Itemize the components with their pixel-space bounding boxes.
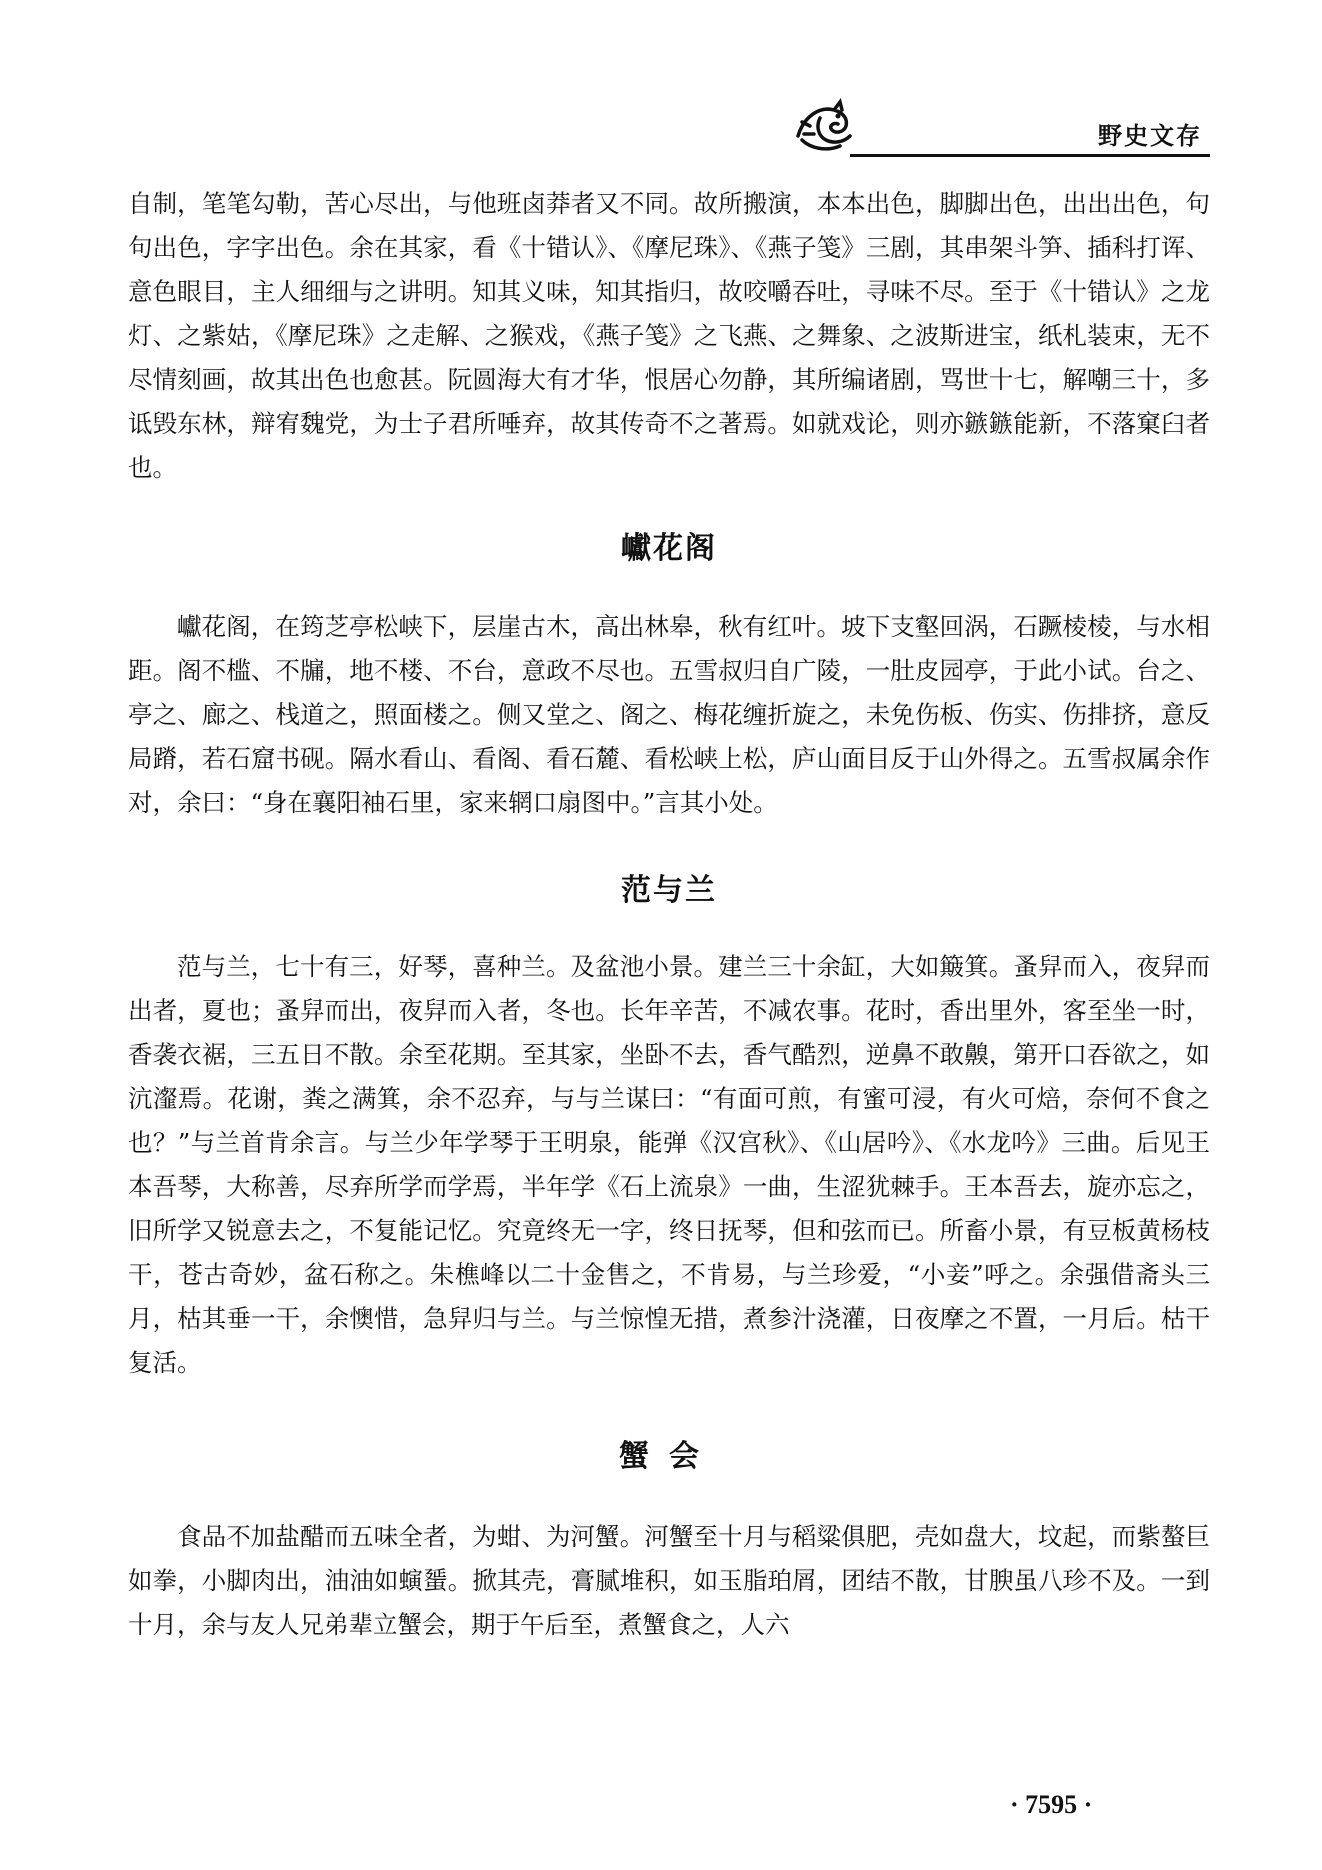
continued-paragraph: 自制，笔笔勾勒，苦心尽出，与他班卤莽者又不同。故所搬演，本本出色，脚脚出色，出出出色，句句出色，字字出色。余在其家，看《十错认》、《摩尼珠》、《燕子笺》三剧，其串架斗笋、插科打诨、意色眼目，主人细细与之讲明。知其义味，知其指归，故咬嚼吞吐，寻味不尽。至于《十错认》之龙灯、之紫姑，《摩尼珠》之走解、之猴戏，《燕子笺》之飞燕、之舞象、之波斯进宝，纸札装束，无不尽情刻画，故其出色也愈甚。阮圆海大有才华，恨居心勿静，其所编诸剧，骂世十七，解嘲三十，多诋毁东林，辩宥魏党，为士子君所唾弃，故其传奇不之著焉。如就戏论，则亦鏃鏃能新，不落窠臼者也。 (128, 189, 1210, 482)
series-title: 野史文存 (1098, 122, 1202, 150)
section-title: 巘花阁 (621, 531, 717, 566)
section-paragraph: 范与兰，七十有三，好琴，喜种兰。及盆池小景。建兰三十余缸，大如簸箕。蚤舁而入，夜舁而出者，夏也；蚤舁而出，夜舁而入者，冬也。长年辛苦，不减农事。花时，香出里外，客至坐一时，香袭衣裾，三五日不散。余至花期。至其家，坐卧不去，香气酷烈，逆鼻不敢齅，第开口吞欲之，如沆瀣焉。花谢，粪之满箕，余不忍弃，与与兰谋曰：“有面可煎，有蜜可浸，有火可焙，奈何不食之也？”与兰首肯余言。与兰少年学琴于王明泉，能弹《汉宫秋》、《山居吟》、《水龙吟》三曲。后见王本吾琴，大称善，尽弃所学而学焉，半年学《石上流泉》一曲，生涩犹棘手。王本吾去，旋亦忘之，旧所学又锐意去之，不复能记忆。究竟终无一字，终日抚琴，但和弦而已。所畜小景，有豆板黄杨枝干，苍古奇妙，盆石称之。朱樵峰以二十金售之，不肯易，与兰珍爱，“小妾”呼之。余强借斋头三月，枯其垂一干，余懊惜，急舁归与兰。与兰惊惶无措，煮参汁浇灌，日夜摩之不置，一月后。枯干复活。 (128, 952, 1210, 1377)
section-title: 蟹会 (619, 1439, 719, 1474)
section-paragraph: 巘花阁，在筠芝亭松峡下，层崖古木，高出林皋，秋有红叶。坡下支壑回涡，石蹶棱棱，与水相距。阁不槛、不牖，地不楼、不台，意政不尽也。五雪叔归自广陵，一肚皮园亭，于此小试。台之、亭之、廊之、栈道之，照面楼之。侧又堂之、阁之、梅花缠折旋之，未免伤板、伤实、伤排挤，意反局蹐，若石窟书砚。隔水看山、看阁、看石麓、看松峡上松，庐山面目反于山外得之。五雪叔属余作对，余曰：“身在襄阳袖石里，家来辋口扇图中。”言其小处。 (128, 612, 1210, 817)
page-body (128, 182, 1210, 1647)
dragon-emblem-icon (790, 96, 860, 156)
page-number: · 7595 · (1010, 1790, 1093, 1819)
section-paragraph: 食品不加盐醋而五味全者，为蚶、为河蟹。河蟹至十月与稻粱俱肥，壳如盘大，坟起，而紫螯巨如拳，小脚肉出，油油如螾蜑。掀其壳，膏腻堆积，如玉脂珀屑，团结不散，甘腴虽八珍不及。一到十月，余与友人兄弟辈立蟹会，期于午后至，煮蟹食之，人六 (128, 1522, 1210, 1639)
header-rule (850, 154, 1210, 157)
running-header (790, 96, 1210, 158)
section-title: 范与兰 (621, 873, 717, 908)
